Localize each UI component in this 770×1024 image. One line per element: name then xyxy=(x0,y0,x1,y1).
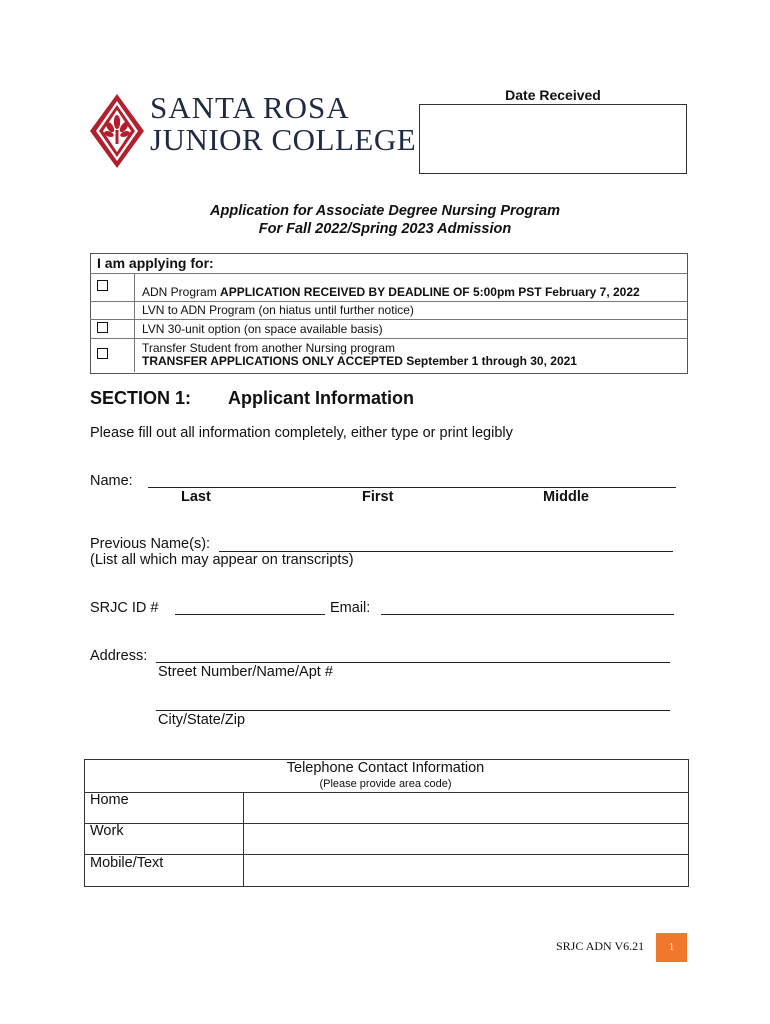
table-divider xyxy=(90,273,687,274)
option-adn-program xyxy=(142,285,640,299)
table-divider xyxy=(90,319,687,320)
option-lvn-to-adn: LVN to ADN Program (on hiatus until further notice) xyxy=(142,303,414,317)
srjc-id-label: SRJC ID # xyxy=(90,600,159,616)
college-name-line2: JUNIOR COLLEGE xyxy=(150,122,417,157)
section-number: SECTION 1: xyxy=(90,388,192,408)
table-divider xyxy=(134,273,135,372)
phone-home-label: Home xyxy=(90,792,129,808)
address-label: Address: xyxy=(90,648,148,664)
option-adn-program-label: ADN Program xyxy=(142,285,221,299)
option-transfer-student: Transfer Student from another Nursing program xyxy=(142,341,396,355)
telephone-subtitle: (Please provide area code) xyxy=(319,778,452,790)
city-state-zip-field[interactable] xyxy=(156,710,670,711)
name-middle-caption: Middle xyxy=(543,489,589,505)
table-divider xyxy=(90,301,687,302)
date-received-box[interactable] xyxy=(419,104,687,174)
phone-work-field[interactable] xyxy=(244,824,686,853)
adn-program-checkbox[interactable] xyxy=(97,280,108,291)
table-divider xyxy=(90,338,687,339)
name-first-caption: First xyxy=(362,489,394,505)
name-last-caption: Last xyxy=(181,489,211,505)
phone-mobile-label: Mobile/Text xyxy=(90,855,164,871)
telephone-title: Telephone Contact Information xyxy=(286,760,485,776)
street-caption: Street Number/Name/Apt # xyxy=(158,664,333,680)
option-lvn-30-unit: LVN 30-unit option (on space available basis) xyxy=(142,322,383,336)
email-label: Email: xyxy=(330,600,371,616)
date-received-label: Date Received xyxy=(505,87,601,103)
transfer-student-checkbox[interactable] xyxy=(97,348,108,359)
phone-home-field[interactable] xyxy=(244,793,686,822)
street-address-field[interactable] xyxy=(156,662,670,663)
srjc-id-field[interactable] xyxy=(175,614,325,615)
option-transfer-dates xyxy=(142,354,577,368)
applying-for-heading: I am applying for: xyxy=(97,255,214,271)
lvn-30-unit-checkbox[interactable] xyxy=(97,322,108,333)
option-adn-program-deadline: APPLICATION RECEIVED BY DEADLINE OF 5:00pm PST February 7, 2022 xyxy=(220,285,640,299)
section-title: Applicant Information xyxy=(228,388,414,408)
form-title: Application for Associate Degree Nursing Program xyxy=(210,203,560,219)
email-field[interactable] xyxy=(381,614,674,615)
phone-mobile-field[interactable] xyxy=(244,855,686,885)
college-name-line1: SANTA ROSA xyxy=(150,90,350,125)
instructions: Please fill out all information completely, either type or print legibly xyxy=(90,425,513,441)
previous-names-label: Previous Name(s): xyxy=(90,536,211,552)
page-number: 1 xyxy=(656,933,687,962)
college-emblem-icon xyxy=(88,92,146,170)
city-caption: City/State/Zip xyxy=(158,712,246,728)
form-subtitle: For Fall 2022/Spring 2023 Admission xyxy=(258,221,512,237)
name-label: Name: xyxy=(90,473,133,489)
previous-names-note: (List all which may appear on transcripts) xyxy=(90,552,354,568)
college-name xyxy=(150,92,416,156)
footer-version: SRJC ADN V6.21 xyxy=(556,939,645,953)
option-transfer-dates-text: TRANSFER APPLICATIONS ONLY ACCEPTED September 1 through 30, 2021 xyxy=(142,354,577,368)
phone-work-label: Work xyxy=(90,823,124,839)
name-field[interactable] xyxy=(148,487,676,488)
